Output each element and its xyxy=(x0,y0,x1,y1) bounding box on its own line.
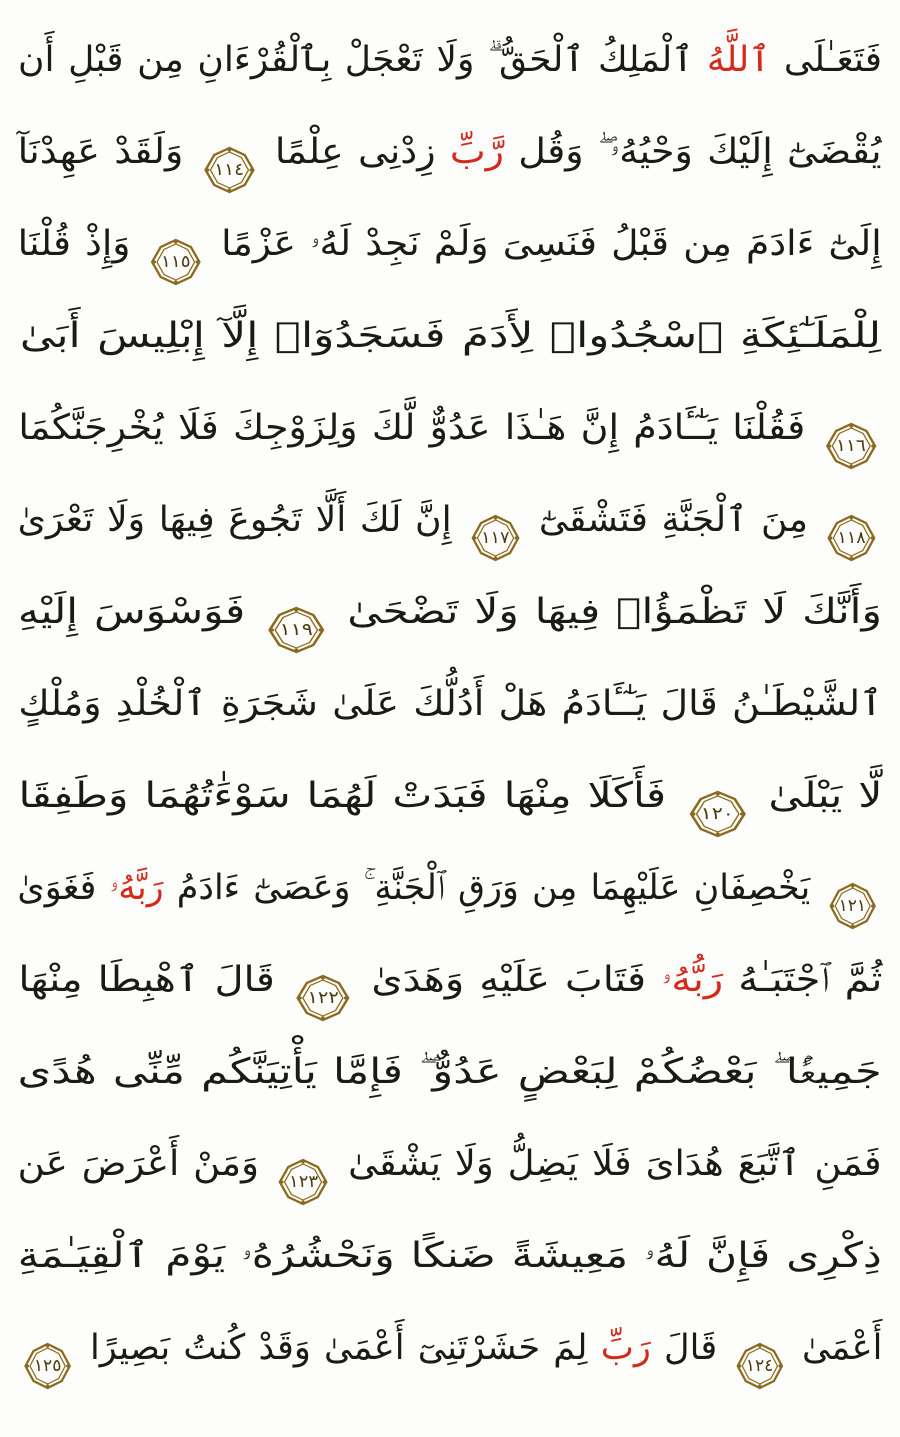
aya-number-marker xyxy=(279,1158,330,1206)
quran-line-text: ١١٦ فَقُلْنَا يَـٰٓـَٔادَمُ إِنَّ هَـٰذَا عَدُوٌّ لَّكَ وَلِزَوْجِكَ فَلَا يُخْرِجَنَّكُمَا xyxy=(18,382,882,474)
quran-line-text: ذِكْرِى فَإِنَّ لَهُۥ مَعِيشَةً ضَنكًا وَنَحْشُرُهُۥ يَوْمَ ٱلْقِيَـٰمَةِ xyxy=(17,1236,882,1276)
aya-number: ١١٩ xyxy=(279,620,313,640)
aya-number: ١٢٢ xyxy=(307,988,339,1008)
aya-number-marker xyxy=(295,974,350,1022)
aya-number-marker xyxy=(688,790,746,838)
quran-line-text: فَتَعَـٰلَى ٱللَّهُ ٱلْمَلِكُ ٱلْحَقُّ ۗ وَلَا تَعْجَلْ بِٱلْقُرْءَانِ مِن قَبْلِ أَن xyxy=(17,40,882,80)
highlighted-word: رَبِّ xyxy=(600,1328,651,1368)
quran-line-text: فَمَنِ ٱتَّبَعَ هُدَاىَ فَلَا يَضِلُّ وَلَا يَشْقَىٰ ١٢٣ وَمَنْ أَعْرَضَ عَن xyxy=(18,1118,882,1210)
quran-line-text: ١٢١ يَخْصِفَانِ عَلَيْهِمَا مِن وَرَقِ ٱلْجَنَّةِ ۚ وَعَصَىٰٓ ءَادَمُ رَبَّهُۥ فَغَوَىٰ xyxy=(18,842,882,934)
aya-number: ١٢١ xyxy=(838,896,867,916)
quran-line xyxy=(18,750,882,842)
quran-line xyxy=(18,1210,882,1302)
highlighted-word: ٱللَّهُ xyxy=(706,40,771,80)
aya-number: ١١٧ xyxy=(481,528,510,548)
quran-line-text: يُقْضَىٰٓ إِلَيْكَ وَحْيُهُۥ ۖ وَقُل رَّبِّ زِدْنِى عِلْمًا ١١٤ وَلَقَدْ عَهِدْنَآ xyxy=(18,106,882,198)
aya-number-marker xyxy=(829,882,877,930)
highlighted-word: رَّبِّ xyxy=(450,132,505,172)
quran-line xyxy=(18,566,882,658)
quran-line xyxy=(18,934,882,1026)
quran-line xyxy=(18,106,882,198)
quran-line-text: ١١٨ مِنَ ٱلْجَنَّةِ فَتَشْقَىٰٓ ١١٧ إِنَّ لَكَ أَلَّا تَجُوعَ فِيهَا وَلَا تَعْرَىٰ xyxy=(18,474,882,566)
quran-line xyxy=(18,842,882,934)
quran-line-text: لِلْمَلَـٰٓئِكَةِ ٱسْجُدُوا۟ لِأَدَمَ فَسَجَدُوٓا۟ إِلَّآ إِبْلِيسَ أَبَىٰ xyxy=(19,316,881,356)
aya-number-marker xyxy=(203,146,255,194)
mushaf-text-block xyxy=(18,14,882,1394)
aya-number-marker xyxy=(267,606,325,654)
aya-number-marker xyxy=(23,1342,71,1390)
aya-number: ١٢٤ xyxy=(745,1356,773,1376)
aya-number-marker xyxy=(150,238,202,286)
aya-number-marker xyxy=(825,422,877,470)
quran-line-text: لَّا يَبْلَىٰ ١٢٠ فَأَكَلَا مِنْهَا فَبَدَتْ لَهُمَا سَوْءَٰتُهُمَا وَطَفِقَا xyxy=(18,750,882,842)
quran-line xyxy=(18,198,882,290)
quran-line-text: ثُمَّ ٱجْتَبَـٰهُ رَبُّهُۥ فَتَابَ عَلَيْهِ وَهَدَىٰ ١٢٢ قَالَ ٱهْبِطَا مِنْهَا xyxy=(18,934,882,1026)
aya-number-marker xyxy=(471,514,521,562)
quran-line xyxy=(18,1302,882,1394)
aya-number: ١٢٥ xyxy=(33,1356,61,1376)
aya-number: ١١٥ xyxy=(161,252,191,272)
quran-line xyxy=(18,1026,882,1118)
quran-line-text: وَأَنَّكَ لَا تَظْمَؤُا۟ فِيهَا وَلَا تَضْحَىٰ ١١٩ فَوَسْوَسَ إِلَيْهِ xyxy=(18,566,882,658)
quran-line xyxy=(18,474,882,566)
quran-line xyxy=(18,14,882,106)
aya-number: ١١٦ xyxy=(835,436,866,456)
quran-line xyxy=(18,290,882,382)
quran-line xyxy=(18,1118,882,1210)
highlighted-word: رَبَّهُۥ xyxy=(109,868,164,908)
aya-number-marker xyxy=(827,514,877,562)
aya-number: ١١٤ xyxy=(214,160,245,180)
quran-line xyxy=(18,382,882,474)
quran-line-text: جَمِيعًۢا ۖ بَعْضُكُمْ لِبَعْضٍ عَدُوٌّ ۖ فَإِمَّا يَأْتِيَنَّكُم مِّنِّى هُدًى xyxy=(18,1052,883,1092)
quran-line-text: إِلَىٰٓ ءَادَمَ مِن قَبْلُ فَنَسِىَ وَلَمْ نَجِدْ لَهُۥ عَزْمًا ١١٥ وَإِذْ قُلْنَا xyxy=(18,198,882,290)
aya-number: ١١٨ xyxy=(837,528,867,548)
quran-line-text: ٱلشَّيْطَـٰنُ قَالَ يَـٰٓـَٔادَمُ هَلْ أَدُلُّكَ عَلَىٰ شَجَرَةِ ٱلْخُلْدِ وَمُلْكٍ xyxy=(17,684,882,724)
aya-number: ١٢٣ xyxy=(289,1172,319,1192)
aya-number-marker xyxy=(735,1342,783,1390)
highlighted-word: رَبُّهُۥ xyxy=(660,960,723,1000)
quran-line-text: أَعْمَىٰ ١٢٤ قَالَ رَبِّ لِمَ حَشَرْتَنِىٓ أَعْمَىٰ وَقَدْ كُنتُ بَصِيرًا ١٢٥ xyxy=(18,1302,882,1394)
quran-line xyxy=(18,658,882,750)
aya-number: ١٢٠ xyxy=(700,804,734,824)
